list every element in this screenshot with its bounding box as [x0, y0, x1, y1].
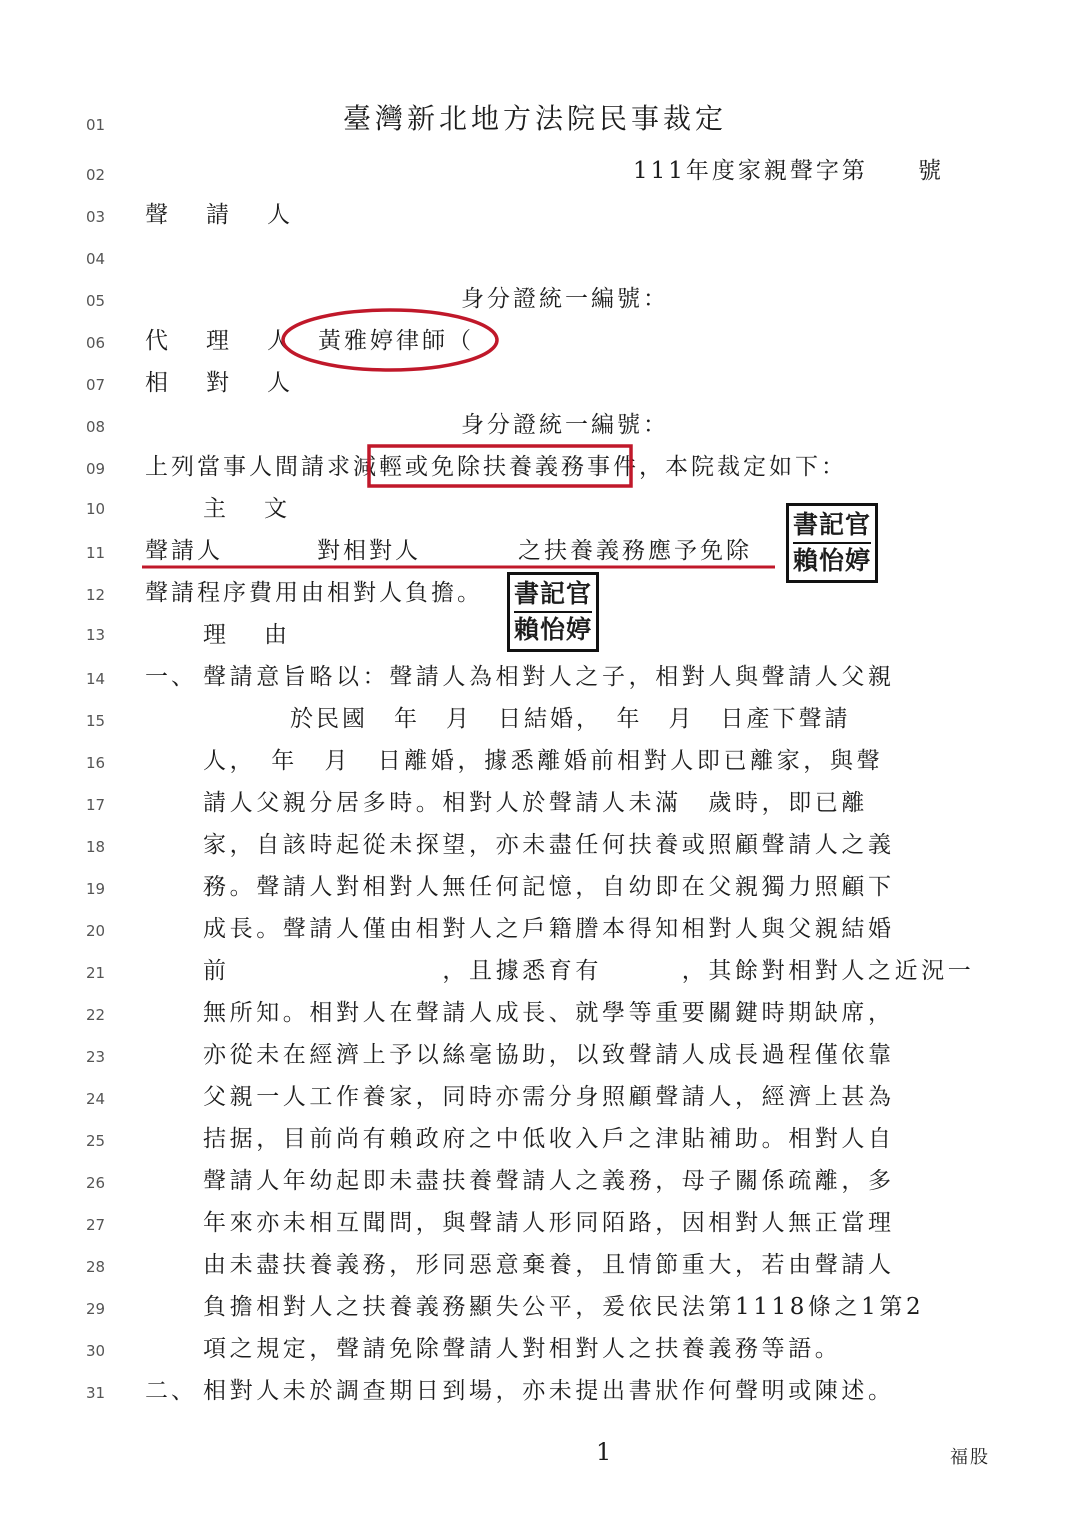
line-number: 09 — [86, 460, 106, 478]
line-number: 06 — [86, 334, 106, 352]
reason-line: 無所知。相對人在聲請人成長、就學等重要關鍵時期缺席， — [203, 1000, 895, 1026]
stamp-name: 賴怡婷 — [793, 542, 871, 578]
line-number: 11 — [86, 544, 106, 562]
claim-highlight-box — [369, 446, 631, 486]
reason-line: 年來亦未相互聞問，與聲請人形同陌路，因相對人無正當理 — [203, 1210, 895, 1236]
line-number: 12 — [86, 586, 106, 604]
reason-prefix: 二、 — [145, 1378, 197, 1404]
line-number: 03 — [86, 208, 106, 226]
line-number: 17 — [86, 796, 106, 814]
ruling-part3: 之扶養義務應予免除 — [518, 538, 752, 564]
reason-line: 於民國 年 月 日結婚， 年 月 日產下聲請 — [290, 706, 851, 732]
line-number: 05 — [86, 292, 106, 310]
line-number: 23 — [86, 1048, 106, 1066]
line-number: 15 — [86, 712, 106, 730]
line-number: 04 — [86, 250, 106, 268]
line-number: 07 — [86, 376, 106, 394]
line-number: 08 — [86, 418, 106, 436]
line-number: 13 — [86, 626, 106, 644]
main-heading: 主文 — [203, 496, 325, 522]
line-number: 24 — [86, 1090, 106, 1108]
line-number: 29 — [86, 1300, 106, 1318]
intro-after: 事件，本院裁定如下： — [587, 454, 847, 480]
clerk-stamp — [786, 503, 878, 583]
ruling-costs: 聲請程序費用由相對人負擔。 — [145, 580, 483, 606]
reason-line: 父親一人工作養家，同時亦需分身照顧聲請人，經濟上甚為 — [203, 1084, 895, 1110]
agent-name-circle — [283, 310, 497, 370]
line-number: 25 — [86, 1132, 106, 1150]
line-number: 27 — [86, 1216, 106, 1234]
reason-line: 由未盡扶養義務，形同惡意棄養，且情節重大，若由聲請人 — [203, 1252, 895, 1278]
reason-line: 亦從未在經濟上予以絲毫協助，以致聲請人成長過程僅依靠 — [203, 1042, 895, 1068]
agent-name: 黃雅婷律師（ — [318, 328, 474, 354]
division-label: 福股 — [950, 1447, 990, 1468]
reason-line: 人， 年 月 日離婚，據悉離婚前相對人即已離家，與聲 — [203, 748, 884, 774]
line-number: 18 — [86, 838, 106, 856]
reason-heading: 理由 — [203, 622, 325, 648]
respondent-id-label: 身分證統一編號： — [461, 412, 669, 438]
reason-line: 項之規定，聲請免除聲請人對相對人之扶養義務等語。 — [203, 1336, 842, 1362]
petitioner-label: 聲請人 — [145, 202, 328, 228]
document-title: 臺灣新北地方法院民事裁定 — [343, 102, 728, 135]
line-number: 14 — [86, 670, 106, 688]
line-number: 21 — [86, 964, 106, 982]
intro-before: 上列當事人間請求 — [145, 454, 353, 480]
reason-line: 相對人未於調查期日到場，亦未提出書狀作何聲明或陳述。 — [203, 1378, 895, 1404]
clerk-stamp — [507, 572, 599, 652]
line-number: 10 — [86, 500, 106, 518]
reason-line: 家，自該時起從未探望，亦未盡任何扶養或照顧聲請人之義 — [203, 832, 895, 858]
line-number: 16 — [86, 754, 106, 772]
reason-line: 負擔相對人之扶養義務顯失公平，爰依民法第1118條之1第2 — [203, 1294, 925, 1320]
reason-line: 拮据，目前尚有賴政府之中低收入戶之津貼補助。相對人自 — [203, 1126, 895, 1152]
agent-label: 代理人 — [145, 328, 328, 354]
stamp-name: 賴怡婷 — [514, 611, 592, 647]
line-number: 22 — [86, 1006, 106, 1024]
case-number-suffix: 號 — [918, 158, 944, 184]
stamp-title: 書記官 — [793, 510, 872, 539]
reason-line: 聲請意旨略以：聲請人為相對人之子，相對人與聲請人父親 — [203, 664, 895, 690]
line-number: 02 — [86, 166, 106, 184]
page-number: 1 — [596, 1438, 612, 1466]
ruling-part2: 對相對人 — [317, 538, 421, 564]
reason-line: 前 ，且據悉育有 ，其餘對相對人之近況一 — [203, 958, 975, 984]
line-number: 30 — [86, 1342, 106, 1360]
stamp-title: 書記官 — [514, 579, 593, 608]
reason-line: 聲請人年幼起即未盡扶養聲請人之義務，母子關係疏離，多 — [203, 1168, 895, 1194]
reason-line: 請人父親分居多時。相對人於聲請人未滿 歲時，即已離 — [203, 790, 868, 816]
reason-line: 成長。聲請人僅由相對人之戶籍謄本得知相對人與父親結婚 — [203, 916, 895, 942]
line-number: 28 — [86, 1258, 106, 1276]
line-number: 31 — [86, 1384, 106, 1402]
intro-highlight: 減輕或免除扶養義務 — [353, 454, 587, 480]
reason-prefix: 一、 — [145, 664, 197, 690]
case-number: 111年度家親聲字第 — [633, 158, 868, 184]
respondent-label: 相對人 — [145, 370, 328, 396]
line-number: 26 — [86, 1174, 106, 1192]
reason-line: 務。聲請人對相對人無任何記憶，自幼即在父親獨力照顧下 — [203, 874, 895, 900]
petitioner-id-label: 身分證統一編號： — [461, 286, 669, 312]
ruling-part1: 聲請人 — [145, 538, 223, 564]
line-number: 19 — [86, 880, 106, 898]
line-number: 20 — [86, 922, 106, 940]
line-number: 01 — [86, 116, 106, 134]
